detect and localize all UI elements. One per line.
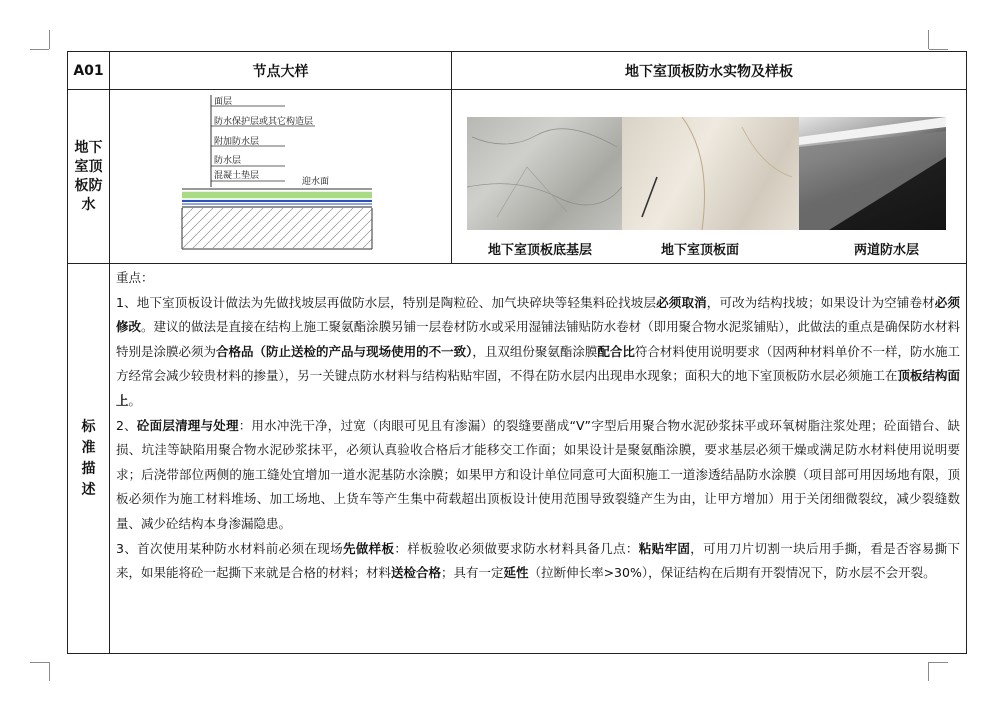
crop-mark-top-right-h — [929, 49, 948, 50]
label-char: 描 — [81, 460, 96, 477]
crop-mark-top-left-v — [49, 30, 50, 49]
detail-diagram-cell — [110, 90, 452, 264]
crop-mark-bottom-left-h — [30, 662, 49, 663]
photo-two-layers — [799, 117, 946, 230]
caption-slab-surface: 地下室顶板面 — [661, 242, 740, 258]
header-code: A01 — [68, 52, 110, 90]
label-char: 述 — [81, 481, 96, 498]
label-char: 标 — [81, 418, 96, 435]
row-label-standard-description — [68, 264, 110, 654]
photo-slab-surface — [622, 117, 799, 230]
paragraph-2: 2、砼面层清理与处理：用水冲洗干净，过宽（肉眼可见且有渗漏）的裂缝要凿成“V”字型后用聚合物水泥砂浆抹平或环氧树脂注浆处理；砼面错台、缺损、坑洼等缺陷用聚合物水泥砂浆抹平，必须认真验收合格后才能移交工作面；如果设计是聚氨酯涂膜，要求基层必须干燥或满足防水材料使用说明要求；后浇带部位两侧的施工缝处宜增加一道水泥基防水涂膜；如果甲方和设计单位同意可大面积施工一道渗透结晶防水涂膜（项目部可用因场地有限，顶板必须作为施工材料堆场、加工场地、上货车等产生集中荷载超出顶板设计使用范围导致裂缝产生为由，让甲方增加）用于关闭细微裂纹，减少裂缝数量、减少砼结构本身渗漏隐患。 — [116, 417, 960, 531]
photo-base-layer — [467, 117, 622, 230]
crop-mark-bottom-right-v — [928, 662, 929, 681]
spec-table — [67, 51, 967, 654]
caption-two-layers: 两道防水层 — [854, 242, 920, 258]
label-line: 水 — [81, 196, 96, 213]
diagram-layer-label: 防水层 — [214, 155, 242, 166]
diagram-layer-label: 面层 — [214, 96, 233, 107]
caption-base-layer: 地下室顶板底基层 — [488, 242, 593, 258]
crop-mark-bottom-right-h — [929, 662, 948, 663]
label-line: 地下 — [74, 139, 103, 156]
diagram-green-layer — [182, 192, 372, 198]
diagram-layer-label: 附加防水层 — [214, 136, 260, 147]
crop-mark-top-right-v — [928, 30, 929, 49]
diagram-layer-label: 混凝土垫层 — [214, 170, 260, 181]
header-photos-title: 地下室顶板防水实物及样板 — [452, 52, 967, 90]
label-line: 室顶 — [74, 158, 103, 175]
crop-mark-bottom-left-v — [49, 662, 50, 681]
diagram-layer-label: 防水保护层或其它构造层 — [214, 116, 314, 127]
layer-section-diagram — [110, 91, 450, 263]
notes-title: 重点： — [116, 270, 154, 285]
photos-cell — [452, 90, 967, 264]
row-label-roof-waterproofing — [68, 90, 110, 264]
crop-mark-top-left-h — [30, 49, 49, 50]
header-detail-title: 节点大样 — [110, 52, 452, 90]
paragraph-3: 3、首次使用某种防水材料前必须在现场先做样板：样板验收必须做要求防水材料具备几点：粘贴牢固，可用刀片切割一块后用手撕，看是否容易撕下来，如果能将砼一起撕下来就是合格的材料；材料送检合格；具有一定延性（拉断伸长率>30%），保证结构在后期有开裂情况下，防水层不会开裂。 — [116, 540, 960, 581]
standard-description-text — [110, 264, 967, 654]
paragraph-1: 1、地下室顶板设计做法为先做找坡层再做防水层，特别是陶粒砼、加气块碎块等轻集料砼找坡层必须取消，可改为结构找坡；如果设计为空铺卷材必须修改。建议的做法是直接在结构上施工聚氨酯涂膜另铺一层卷材防水或采用湿铺法铺贴防水卷材（即用聚合物水泥浆铺贴），此做法的重点是确保防水材料特别是涂膜必须为合格品（防止送检的产品与现场使用的不一致），且双组份聚氨酯涂膜配合比符合材料使用说明要求（因两种材料单价不一样，防水施工方经常会减少较贵材料的掺量），另一关键点防水材料与结构粘贴牢固，不得在防水层内出现串水现象；面积大的地下室顶板防水层必须施工在顶板结构面上。 — [116, 294, 960, 408]
label-line: 板防 — [74, 177, 103, 194]
label-char: 准 — [81, 439, 96, 456]
diagram-face-label: 迎水面 — [302, 176, 330, 187]
diagram-concrete — [182, 208, 372, 248]
